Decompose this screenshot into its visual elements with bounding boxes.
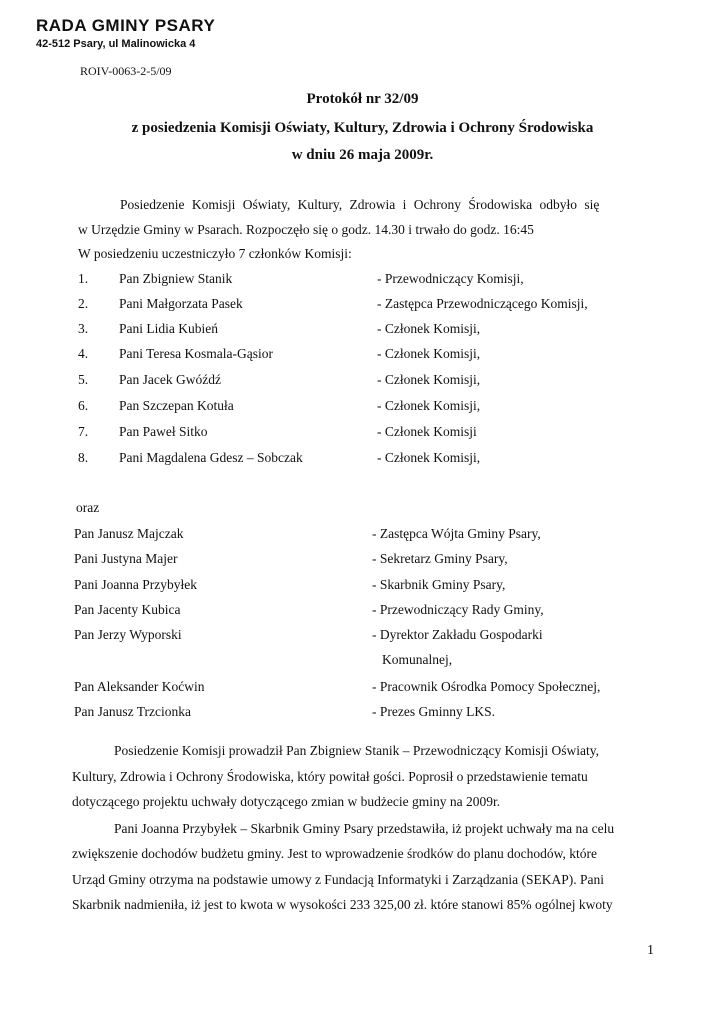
title-line-3: w dniu 26 maja 2009r. [291, 147, 434, 163]
list-item [0, 296, 725, 318]
member-name: Pan Zbigniew Stanik [119, 271, 233, 286]
guest-name: Pan Jerzy Wyporski [74, 627, 182, 642]
list-item [0, 551, 725, 573]
guest-role: - Przewodniczący Rady Gminy, [372, 602, 544, 617]
member-number: 7. [78, 424, 89, 439]
list-item [0, 372, 725, 394]
member-number: 4. [78, 346, 89, 361]
member-number: 1. [78, 271, 89, 286]
title-line-1: Protokół nr 32/09 [306, 91, 419, 107]
list-item [0, 627, 725, 649]
member-role: - Członek Komisji, [377, 398, 481, 413]
list-item [0, 424, 725, 446]
guest-role: - Zastępca Wójta Gminy Psary, [372, 526, 541, 541]
member-number: 5. [78, 372, 89, 387]
guest-role: - Sekretarz Gminy Psary, [372, 551, 508, 566]
intro-line-1: Posiedzenie Komisji Oświaty, Kultury, Zdrowia i Ochrony Środowiska odbyło się [120, 197, 600, 212]
list-item [0, 679, 725, 701]
guest-name: Pan Aleksander Koćwin [74, 679, 205, 694]
member-number: 6. [78, 398, 89, 413]
member-role: - Członek Komisji, [377, 450, 481, 465]
guest-name: Pan Jacenty Kubica [74, 602, 181, 617]
guest-role: - Skarbnik Gminy Psary, [372, 577, 506, 592]
member-role: - Członek Komisji, [377, 346, 481, 361]
guests-label: oraz [76, 500, 100, 515]
member-role: - Członek Komisji, [377, 372, 481, 387]
member-number: 3. [78, 321, 89, 336]
organization-address: 42-512 Psary, ul Malinowicka 4 [36, 38, 196, 50]
member-name: Pani Małgorzata Pasek [119, 296, 243, 311]
member-name: Pani Lidia Kubień [119, 321, 218, 336]
list-item [0, 321, 725, 343]
guest-name: Pan Janusz Trzcionka [74, 704, 191, 719]
guest-role: - Pracownik Ośrodka Pomocy Społecznej, [372, 679, 601, 694]
member-role: - Przewodniczący Komisji, [377, 271, 524, 286]
guest-role: - Dyrektor Zakładu Gospodarki [372, 627, 543, 642]
list-item [0, 398, 725, 420]
member-name: Pan Szczepan Kotuła [119, 398, 234, 413]
paragraph-1-line-3: dotyczącego projektu uchwały dotyczącego zmian w budżecie gminy na 2009r. [72, 794, 501, 809]
guest-name: Pani Joanna Przybyłek [74, 577, 197, 592]
list-item [0, 450, 725, 472]
list-item [0, 271, 725, 293]
guest-role-continuation: Komunalnej, [382, 652, 453, 667]
reference-number: ROIV-0063-2-5/09 [80, 64, 172, 78]
list-item [0, 346, 725, 368]
guest-role: - Prezes Gminny LKS. [372, 704, 495, 719]
member-name: Pan Paweł Sitko [119, 424, 208, 439]
organization-name: RADA GMINY PSARY [36, 16, 216, 35]
member-name: Pani Teresa Kosmala-Gąsior [119, 346, 274, 361]
member-role: - Członek Komisji, [377, 321, 481, 336]
intro-line-3: W posiedzeniu uczestniczyło 7 członków Komisji: [78, 246, 352, 261]
intro-line-2: w Urzędzie Gminy w Psarach. Rozpoczęło się o godz. 14.30 i trwało do godz. 16:45 [78, 222, 534, 237]
member-number: 2. [78, 296, 89, 311]
paragraph-2-line-3: Urząd Gminy otrzyma na podstawie umowy z Fundacją Informatyki i Zarządzania (SEKAP). Pani [72, 872, 604, 887]
list-item [0, 602, 725, 624]
guest-name: Pan Janusz Majczak [74, 526, 184, 541]
paragraph-2-line-2: zwiększenie dochodów budżetu gminy. Jest to wprowadzenie środków do planu dochodów, które [72, 846, 597, 861]
list-item [0, 526, 725, 548]
page-number: 1 [647, 943, 654, 958]
member-name: Pani Magdalena Gdesz – Sobczak [119, 450, 303, 465]
paragraph-1-line-1: Posiedzenie Komisji prowadził Pan Zbigniew Stanik – Przewodniczący Komisji Oświaty, [114, 743, 600, 758]
list-item [0, 577, 725, 599]
member-number: 8. [78, 450, 89, 465]
title-line-2: z posiedzenia Komisji Oświaty, Kultury, Zdrowia i Ochrony Środowiska [131, 120, 594, 136]
member-role: - Członek Komisji [377, 424, 477, 439]
member-name: Pan Jacek Gwóźdź [119, 372, 221, 387]
member-role: - Zastępca Przewodniczącego Komisji, [377, 296, 588, 311]
paragraph-2-line-4: Skarbnik nadmieniła, iż jest to kwota w wysokości 233 325,00 zł. które stanowi 85% ogólnej kwoty [72, 897, 613, 912]
paragraph-2-line-1: Pani Joanna Przybyłek – Skarbnik Gminy Psary przedstawiła, iż projekt uchwały ma na celu [114, 821, 615, 836]
paragraph-1-line-2: Kultury, Zdrowia i Ochrony Środowiska, który powitał gości. Poprosił o przedstawienie tematu [72, 769, 588, 784]
guest-name: Pani Justyna Majer [74, 551, 178, 566]
list-item [0, 704, 725, 726]
